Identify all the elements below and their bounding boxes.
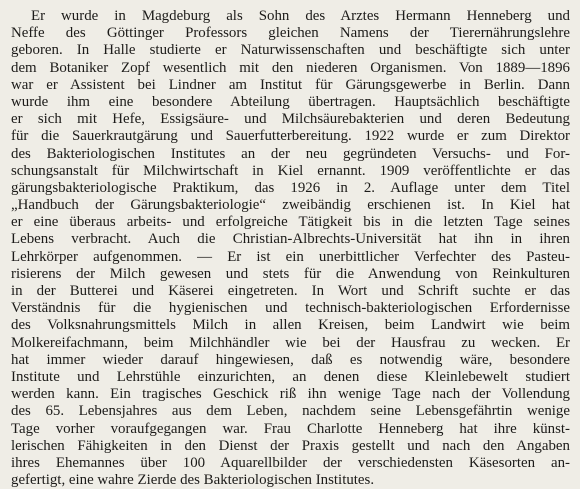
text-line: Lebens verbracht. Auch die Christian-Albrechts-Universität hat ihn in ihren <box>11 231 570 248</box>
text-line: Verständnis für die hygienischen und technisch-bakteriologischen Erfordernisse <box>11 300 570 317</box>
text-line: Institute und Lehrstühle einzurichten, an denen diese Kleinlebewelt studiert <box>11 368 570 385</box>
text-line: gärungsbakteriologische Praktikum, das 1926 in 2. Auflage unter dem Titel <box>11 179 570 196</box>
text-line: geboren. In Halle studierte er Naturwissenschaften und beschäftigte sich unter <box>11 42 570 59</box>
text-line: Molkereifachmann, beim Milchhändler wie bei der Hausfrau zu wecken. Er <box>11 334 570 351</box>
text-line: Neffe des Göttinger Professors gleichen Namens der Tierernährungslehre <box>11 25 570 42</box>
text-line: er eine überaus arbeits- und erfolgreiche Tätigkeit bis in die letzten Tage seines <box>11 214 570 231</box>
biography-paragraph <box>11 8 570 489</box>
text-line: Tage vorher voraufgegangen war. Frau Charlotte Henneberg hat ihre künst- <box>11 420 570 437</box>
text-line: hat immer wieder darauf hingewiesen, daß es notwendig wäre, besondere <box>11 351 570 368</box>
text-line: ihres Ehemannes über 100 Aquarellbilder der verschiedensten Käsesorten an- <box>11 454 570 471</box>
text-line: schungsanstalt für Milchwirtschaft in Kiel ernannt. 1909 veröffentlichte er das <box>11 162 570 179</box>
text-line: er sich mit Hefe, Essigsäure- und Milchsäurebakterien und deren Bedeutung <box>11 111 570 128</box>
text-line: risierens der Milch gewesen und stets für die Anwendung von Reinkulturen <box>11 265 570 282</box>
text-line: für die Sauerkrautgärung und Sauerfutterbereitung. 1922 wurde er zum Direktor <box>11 128 570 145</box>
text-line: des 65. Lebensjahres aus dem Leben, nachdem seine Lebensgefährtin wenige <box>11 403 570 420</box>
text-line: war er Assistent bei Lindner am Institut für Gärungsgewerbe in Berlin. Dann <box>11 76 570 93</box>
text-line: werden kann. Ein tragisches Geschick riß ihn wenige Tage nach der Vollendung <box>11 386 570 403</box>
text-line: in der Butterei und Käserei eingetreten. In Wort und Schrift suchte er das <box>11 283 570 299</box>
text-line: lerischen Fähigkeiten in den Dienst der Praxis gestellt und nach den Angaben <box>11 437 570 454</box>
text-line: des Volksnahrungsmittels Milch in allen Kreisen, beim Landwirt wie beim <box>11 317 570 334</box>
text-line: dem Botaniker Zopf wesentlich mit den niederen Organismen. Von 1889—1896 <box>11 59 570 76</box>
text-line: gefertigt, eine wahre Zierde des Bakteriologischen Institutes. <box>11 472 375 489</box>
text-line: Lehrkörper aufgenommen. — Er ist ein unerbittlicher Verfechter des Pasteu- <box>11 248 570 265</box>
text-line: wurde ihm eine besondere Abteilung übertragen. Hauptsächlich beschäftigte <box>11 93 570 110</box>
text-line: „Handbuch der Gärungsbakteriologie“ zweibändig erschienen ist. In Kiel hat <box>11 197 570 214</box>
text-line: Er wurde in Magdeburg als Sohn des Arztes Hermann Henneberg und <box>31 8 570 24</box>
text-line: des Bakteriologischen Institutes an der neu gegründeten Versuchs- und For- <box>11 145 570 162</box>
